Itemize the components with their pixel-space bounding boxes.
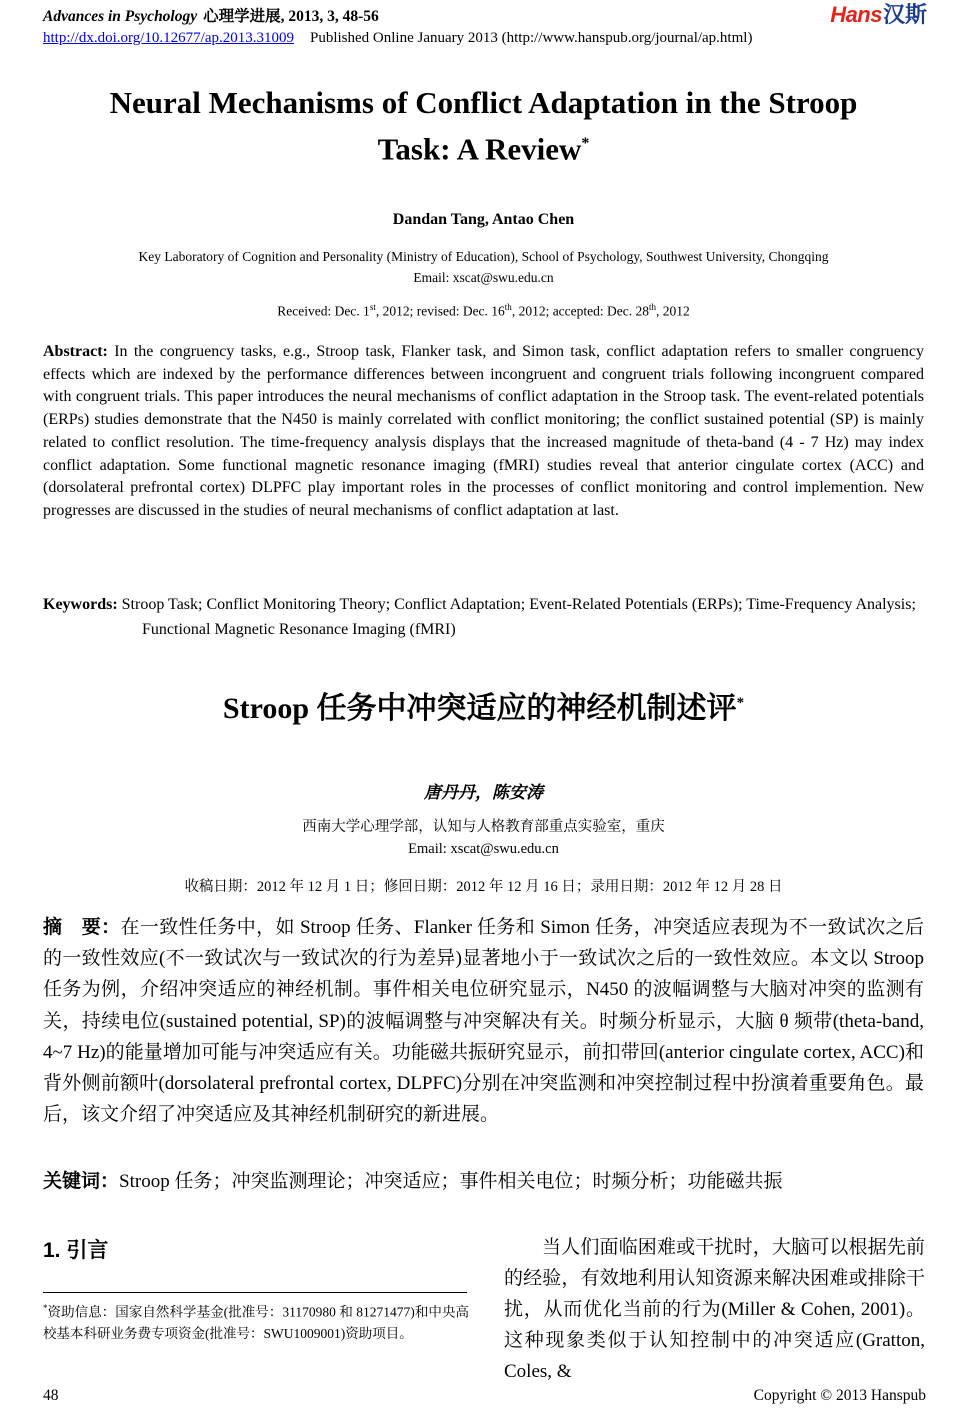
authors-chinese: 唐丹丹，陈安涛 [424, 783, 543, 802]
logo-text-hans: Hans [830, 2, 882, 27]
title-line-2: Task: A Review [377, 131, 582, 167]
doi-link[interactable]: http://dx.doi.org/10.12677/ap.2013.31009 [43, 30, 294, 46]
cn-keywords-text: Stroop 任务；冲突监测理论；冲突适应；事件相关电位；时频分析；功能磁共振 [119, 1171, 783, 1192]
cn-email-text: Email: xscat@swu.edu.cn [408, 841, 559, 857]
title-line-1: Neural Mechanisms of Conflict Adaptation in the Stroop [109, 85, 858, 120]
abstract-chinese [43, 912, 924, 1130]
page-header [43, 4, 927, 26]
affiliation-english [0, 246, 967, 288]
article-title-english [43, 82, 924, 169]
affiliation-chinese [0, 816, 967, 860]
hans-publisher-logo [830, 4, 927, 26]
authors-english: Dandan Tang, Antao Chen [392, 211, 575, 228]
keywords-chinese [43, 1166, 924, 1193]
funding-footnote [43, 1298, 469, 1345]
published-online-text: Published Online January 2013 (http://www.hanspub.org/journal/ap.html) [309, 30, 753, 46]
footnote-marker: * [43, 1303, 48, 1313]
cn-keywords-label: 关键词： [43, 1171, 120, 1192]
article-title-chinese: Stroop 任务中冲突适应的神经机制述评* [222, 692, 745, 725]
abstract-english [43, 341, 924, 523]
keywords-label: Keywords: [43, 596, 118, 613]
copyright-text: Copyright © 2013 Hanspub [753, 1387, 926, 1404]
introduction-paragraph: 当人们面临困难或干扰时，大脑可以根据先前的经验，有效地利用认知资源来解决困难或排除干扰，从而优化当前的行为(Miller & Cohen, 2001)。这种现象类似于认知控制中的冲突适应(Gratton, Coles, & [504, 1237, 925, 1382]
journal-info [43, 4, 379, 26]
cn-affiliation-text: 西南大学心理学部，认知与人格教育部重点实验室，重庆 [302, 819, 665, 835]
received-dates-chinese: 收稿日期：2012 年 12 月 1 日；修回日期：2012 年 12 月 16 日；录用日期：2012 年 12 月 28 日 [184, 879, 783, 895]
affiliation-text: Key Laboratory of Cognition and Personality (Ministry of Education), School of Psychology, Southwest University, Chongqing [138, 249, 829, 264]
page-number: 48 [43, 1387, 59, 1404]
abstract-text: In the congruency tasks, e.g., Stroop task, Flanker task, and Simon task, conflict adaptation refers to smaller congruency effects which are indexed by the performance differences between incongruent and congruent trials following incongruent compared with congruent trials. This paper introduces the neural mechanisms of conflict adaptation in the Stroop task. The event-related potentials (ERPs) studies demonstrate that the N450 is mainly correlated with conflict monitoring; the conflict sustained potential (SP) is mainly related to conflict resolution. The time-frequency analysis displays that the increased magnitude of theta-band (4 - 7 Hz) may index conflict adaptation. Some functional magnetic resonance imaging (fMRI) studies reveal that anterior cingulate cortex (ACC) and (dorsolateral prefrontal cortex) DLPFC play important roles in the processes of conflict monitoring and control implemention. New progresses are discussed in the studies of neural mechanisms of conflict adaptation at last. [43, 343, 925, 519]
cn-abstract-label: 摘 要： [43, 917, 121, 938]
cn-title-footnote-asterisk: * [736, 695, 745, 711]
journal-name-chinese: 心理学进展, 2013, 3, 48-56 [203, 8, 379, 25]
email-text: Email: xscat@swu.edu.cn [413, 270, 554, 285]
cn-abstract-text: 在一致性任务中，如 Stroop 任务、Flanker 任务和 Simon 任务，冲突适应表现为不一致试次之后的一致性效应(不一致试次与一致试次的行为差异)显著地小于一致试次之后的一致性效应。本文以 Stroop 任务为例，介绍冲突适应的神经机制。事件相关电位研究显示，N450 的波幅调整与大脑对冲突的监测有关，持续电位(sustained potential, SP)的波幅调整与冲突解决有关。时频分析显示，大脑 θ 频带(theta-band, 4~7 Hz)的能量增加可能与冲突适应有关。功能磁共振研究显示，前扣带回(anterior cingulate cortex, ACC)和背外侧前额叶(dorsolateral prefrontal cortex, DLPFC)分别在冲突监测和冲突控制过程中扮演着重要角色。最后，该文介绍了冲突适应及其神经机制研究的新进展。 [43, 917, 924, 1126]
doi-line [43, 30, 752, 47]
footnote-text: 资助信息：国家自然科学基金(批准号：31170980 和 81271477)和中央高校基本科研业务费专项资金(批准号：SWU1009001)资助项目。 [43, 1304, 469, 1341]
logo-text-hansi: 汉斯 [882, 2, 927, 27]
keywords-english [43, 593, 924, 642]
abstract-label: Abstract: [43, 343, 108, 360]
footnote-divider [43, 1292, 467, 1293]
received-dates-english: Received: Dec. 1st, 2012; revised: Dec. 16th, 2012; accepted: Dec. 28th, 2012 [277, 302, 690, 319]
section-1-heading: 1. 引言 [43, 1239, 109, 1262]
title-footnote-asterisk: * [581, 135, 590, 152]
keywords-text: Stroop Task; Conflict Monitoring Theory; Conflict Adaptation; Event-Related Potentials (ERPs); Time-Frequency Analysis; Functional Magnetic Resonance Imaging (fMRI) [121, 596, 916, 638]
journal-name-english: Advances in Psychology [43, 8, 198, 25]
